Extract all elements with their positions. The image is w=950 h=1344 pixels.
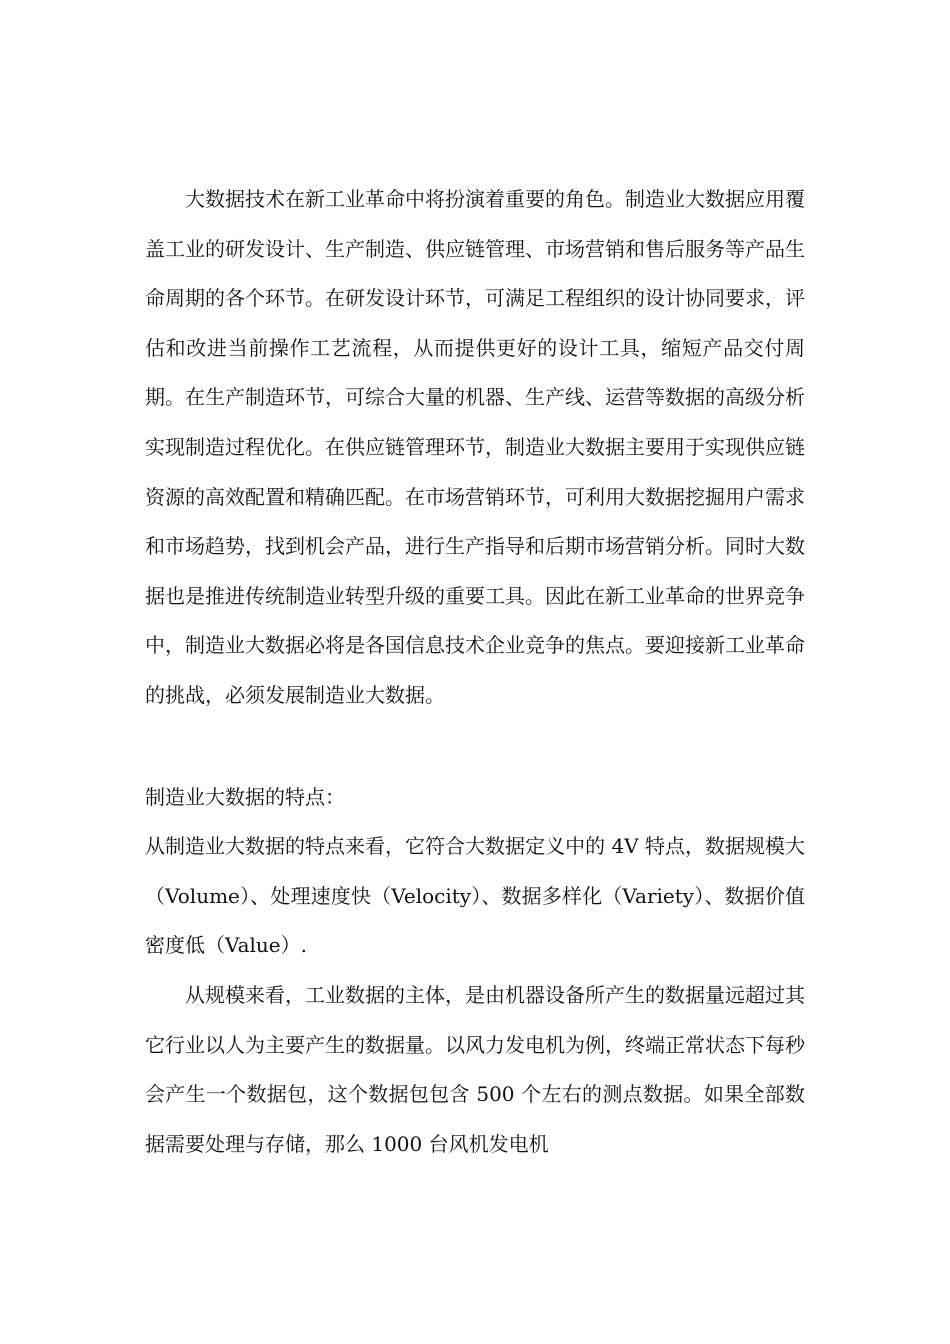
section-heading: 制造业大数据的特点： — [145, 784, 345, 809]
paragraph-gap — [145, 721, 805, 773]
document-page — [145, 175, 805, 1169]
paragraph-intro: 大数据技术在新工业革命中将扮演着重要的角色。制造业大数据应用覆盖工业的研发设计、生产制造、供应链管理、市场营销和售后服务等产品生命周期的各个环节。在研发设计环节，可满足工程组织的设计协同要求，评估和改进当前操作工艺流程，从而提供更好的设计工具，缩短产品交付周期。在生产制造环节，可综合大量的机器、生产线、运营等数据的高级分析实现制造过程优化。在供应链管理环节，制造业大数据主要用于实现供应链资源的高效配置和精确匹配。在市场营销环节，可利用大数据挖掘用户需求和市场趋势，找到机会产品，进行生产指导和后期市场营销分析。同时大数据也是推进传统制造业转型升级的重要工具。因此在新工业革命的世界竞争中，制造业大数据必将是各国信息技术企业竞争的焦点。要迎接新工业革命的挑战，必须发展制造业大数据。 — [145, 187, 805, 707]
paragraph-features: 从制造业大数据的特点来看，它符合大数据定义中的 4V 特点，数据规模大（Volume）、处理速度快（Velocity）、数据多样化（Variety）、数据价值密度低（Value）. — [145, 834, 805, 958]
paragraph-scale: 从规模来看，工业数据的主体，是由机器设备所产生的数据量远超过其它行业以人为主要产生的数据量。以风力发电机为例，终端正常状态下每秒会产生一个数据包，这个数据包包含 500 个左右的测点数据。如果全部数据需要处理与存储，那么 1000 台风机发电机 — [145, 982, 805, 1156]
